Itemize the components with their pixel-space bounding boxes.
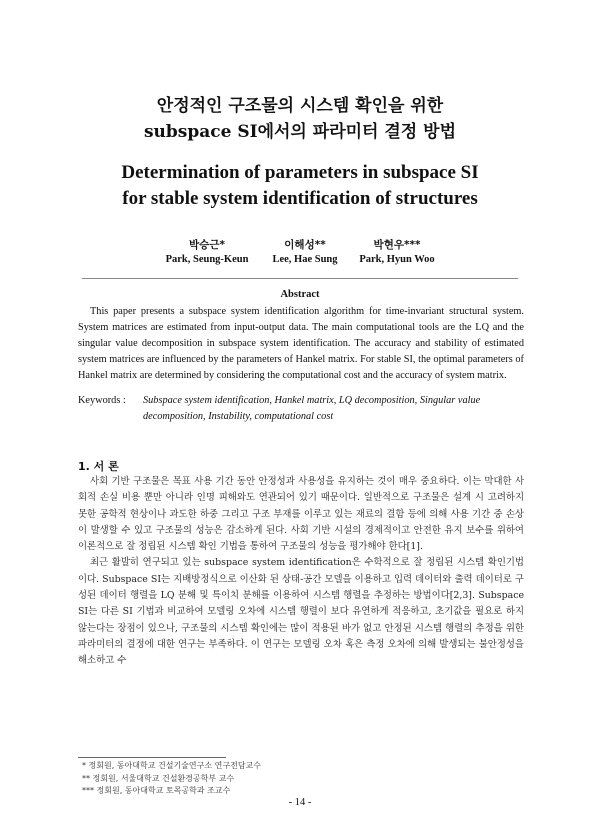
abstract-text: This paper presents a subspace system identification algorithm for time-invariant structural system. System matrices are estimated from input-output data. The main computational tools are the LQ and the singular value decomposition in subspace system identification. The accuracy and stability of estimated system matrices are influenced by the parameters of Hankel matrix. For stable SI, the optimal parameters of Hankel matrix are determined by considering the computational cost and the accuracy of system matrix. <box>78 306 524 381</box>
author-name-korean: 박현우*** <box>373 239 421 251</box>
footnote-3: *** 정회원, 동아대학교 토목공학과 조교수 <box>82 786 231 795</box>
footnote-2: ** 정회원, 서울대학교 건설환경공학부 교수 <box>82 773 235 783</box>
title-korean-line2: subspace SI에서의 파라미터 결정 방법 <box>143 122 456 142</box>
title-english-line2: for stable system identification of structures <box>122 188 478 209</box>
keywords-label: Keywords : <box>78 395 126 406</box>
author-list <box>0 238 600 272</box>
header-divider <box>82 278 518 279</box>
section-heading: 1. 서 론 <box>78 460 119 473</box>
page-number: - 14 - <box>288 797 312 808</box>
author-name-korean: 박승근* <box>189 239 225 251</box>
section-body <box>78 474 524 670</box>
author-name-korean: 이해성** <box>284 239 326 251</box>
body-paragraph-1: 사회 기반 구조물은 목표 사용 기간 동안 안정성과 사용성을 유지하는 것이 매우 중요하다. 이는 막대한 사회적 손실 비용 뿐만 아니라 인명 피해와도 연관되어 있기 때문이다. 일반적으로 구조물은 설계 시 고려하지 못한 공학적 현상이나 과도한 하중 그리고 구조 부재를 이루고 있는 재료의 결함 등에 의해 사용 기간 중 손상이 발생할 수 있고 구조물의 성능은 감소하게 된다. 사회 기반 시설의 경제적이고 안전한 유지 보수를 위하여 이론적으로 잘 정립된 시스템 확인 기법을 통하여 구조물의 성능을 평가해야 한다[1]. <box>78 476 524 553</box>
footnote-divider <box>78 757 226 758</box>
author-name-english: Park, Seung-Keun <box>165 254 249 265</box>
footnotes <box>82 760 261 798</box>
author-3 <box>322 238 472 268</box>
title-korean-line1: 안정적인 구조물의 시스템 확인을 위한 <box>156 96 444 116</box>
footnote-1: * 정회원, 동아대학교 건설기술연구소 연구전담교수 <box>82 761 262 770</box>
author-name-english: Lee, Hae Sung <box>272 254 338 265</box>
title-english-line1: Determination of parameters in subspace SI <box>121 162 479 183</box>
keywords-list: Subspace system identification, Hankel matrix, LQ decomposition, Singular value decomposition, Instability, computational cost <box>143 395 481 422</box>
abstract-heading: Abstract <box>280 289 320 300</box>
abstract-body <box>78 304 524 384</box>
body-paragraph-2: 최근 활발히 연구되고 있는 subspace system identification은 수학적으로 잘 정립된 시스템 확인기법이다. Subspace SI는 지배방정식으로 이산화 된 상태-공간 모델을 이용하고 입력 데이터와 출력 데이터로 구성된 데이터 행렬을 LQ 분해 및 특이치 분해를 이용하여 시스템 행렬을 추정하는 방법이다[2,3]. Subspace SI는 다른 SI 기법과 비교하여 모델링 오차에 시스템 행렬이 보다 유연하게 적응하고, 초기값을 필요로 하지 않는다는 장점이 있으나, 구조물의 시스템 확인에는 많이 적용된 바가 없고 안정된 시스템 행렬의 추정을 위한 파라미터의 결정에 대한 연구는 부족하다. 이 연구는 모델링 오차 혹은 측정 오차에 의해 발생되는 불안정성을 해소하고 수 <box>78 557 524 667</box>
author-name-english: Park, Hyun Woo <box>359 254 435 265</box>
